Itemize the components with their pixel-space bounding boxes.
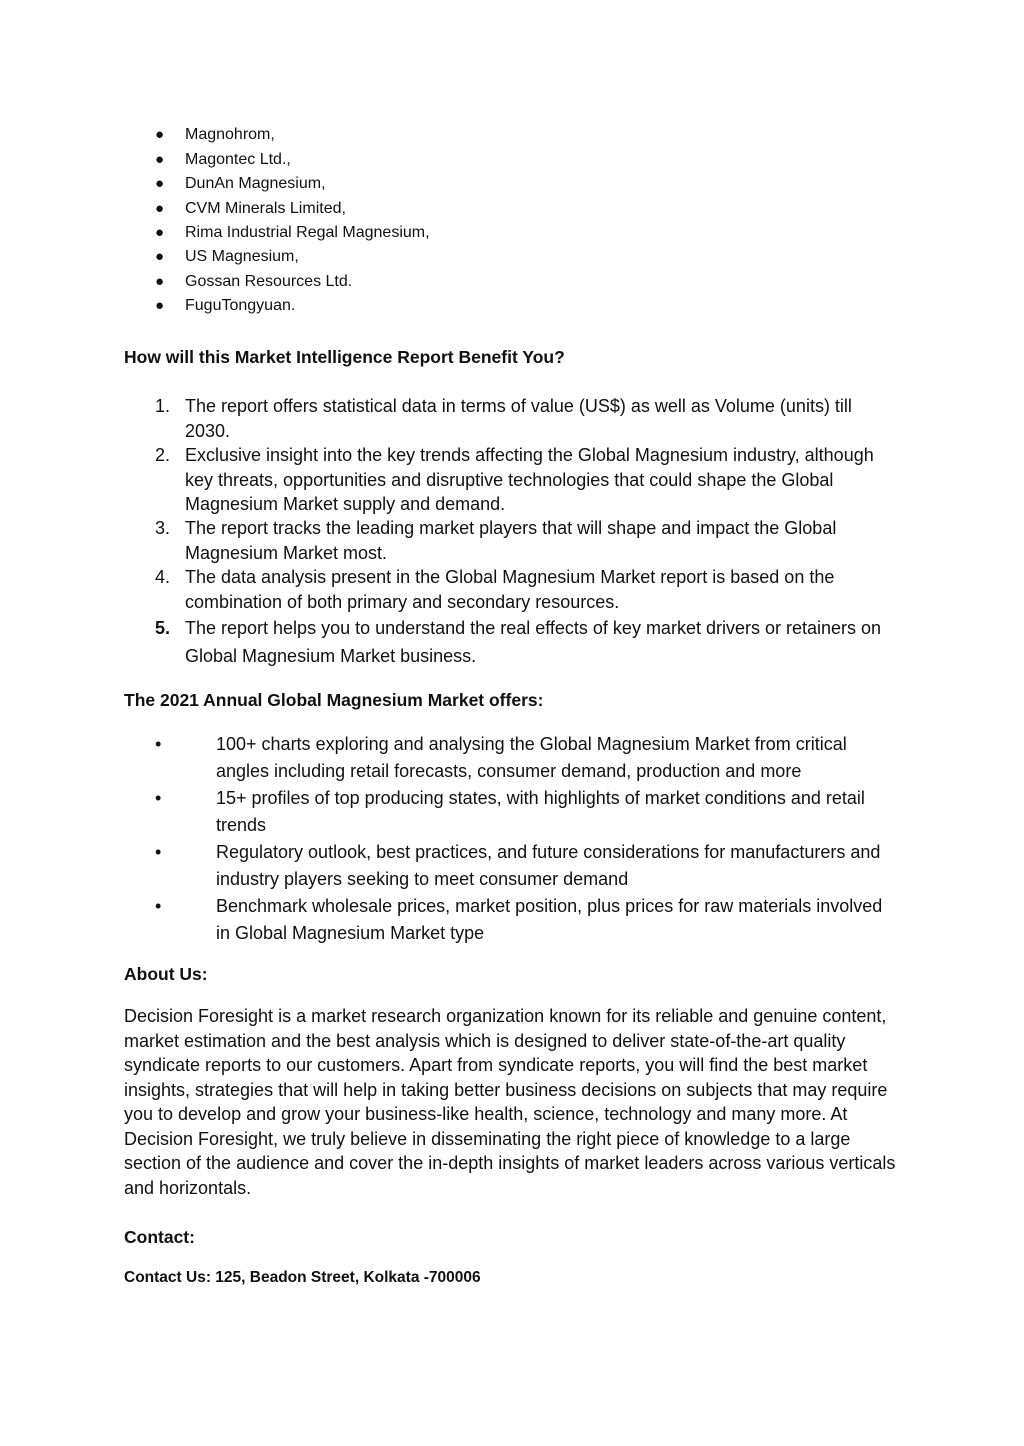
- item-number: 2.: [155, 445, 171, 465]
- item-text: Benchmark wholesale prices, market position, plus prices for raw materials involved in Global Magnesium Market type: [216, 896, 883, 943]
- item-text: The report offers statistical data in terms of value (US$) as well as Volume (units) till 2030.: [185, 396, 852, 441]
- company-name: Magontec Ltd.,: [185, 151, 291, 168]
- list-item: [155, 173, 855, 195]
- about-heading: About Us:: [124, 964, 208, 984]
- list-item: [155, 124, 855, 146]
- item-text: The report tracks the leading market players that will shape and impact the Global Magnesium Market most.: [185, 518, 837, 563]
- item-number: 1.: [155, 396, 171, 416]
- contact-heading: Contact:: [124, 1227, 195, 1247]
- bullet-icon: •: [155, 896, 162, 916]
- company-name: US Magnesium,: [185, 248, 299, 265]
- company-name: Rima Industrial Regal Magnesium,: [185, 224, 430, 241]
- list-item: [155, 295, 855, 317]
- item-number: 5.: [155, 618, 171, 638]
- bullet-icon: ●: [155, 151, 165, 168]
- contact-address: Contact Us: 125, Beadon Street, Kolkata -700006: [124, 1269, 481, 1286]
- list-item: [155, 222, 855, 244]
- list-item: [155, 149, 855, 171]
- company-name: FuguTongyuan.: [185, 297, 296, 314]
- about-paragraph: Decision Foresight is a market research organization known for its reliable and genuine content, market estimation and the best analysis which is designed to deliver state-of-the-art quality syndicate reports to our customers. Apart from syndicate reports, you will find the best market insights, strategies that will help in taking better business decisions on subjects that may require you to develop and grow your business-like health, science, technology and many more. At Decision Foresight, we truly believe in disseminating the right piece of knowledge to a large section of the audience and cover the in-depth insights of market leaders across various verticals and horizontals.: [124, 1006, 896, 1198]
- offers-heading: The 2021 Annual Global Magnesium Market offers:: [124, 690, 544, 710]
- bullet-icon: •: [155, 734, 162, 754]
- bullet-icon: ●: [155, 248, 165, 265]
- item-number: 3.: [155, 518, 171, 538]
- bullet-icon: ●: [155, 273, 165, 290]
- bullet-icon: ●: [155, 200, 165, 217]
- item-number: 4.: [155, 567, 171, 587]
- bullet-icon: •: [155, 842, 162, 862]
- company-name: Gossan Resources Ltd.: [185, 273, 353, 290]
- company-name: Magnohrom,: [185, 126, 275, 143]
- list-item: [155, 246, 855, 268]
- bullet-icon: ●: [155, 224, 165, 241]
- bullet-icon: •: [155, 788, 162, 808]
- item-text: 100+ charts exploring and analysing the Global Magnesium Market from critical angles including retail forecasts, consumer demand, production and more: [216, 734, 847, 781]
- list-item: [155, 271, 855, 293]
- bullet-icon: ●: [155, 126, 165, 143]
- company-name: CVM Minerals Limited,: [185, 200, 346, 217]
- item-text: 15+ profiles of top producing states, with highlights of market conditions and retail trends: [216, 788, 865, 835]
- item-text: Exclusive insight into the key trends affecting the Global Magnesium industry, although key threats, opportunities and disruptive technologies that could shape the Global Magnesium Market supply and demand.: [185, 445, 874, 514]
- item-text: The report helps you to understand the real effects of key market drivers or retainers on Global Magnesium Market business.: [185, 618, 882, 666]
- list-item: [155, 198, 855, 220]
- benefit-heading: How will this Market Intelligence Report Benefit You?: [124, 347, 565, 367]
- company-name: DunAn Magnesium,: [185, 175, 326, 192]
- item-text: The data analysis present in the Global Magnesium Market report is based on the combination of both primary and secondary resources.: [185, 567, 835, 612]
- bullet-icon: ●: [155, 175, 165, 192]
- item-text: Regulatory outlook, best practices, and future considerations for manufacturers and industry players seeking to meet consumer demand: [216, 842, 881, 889]
- bullet-icon: ●: [155, 297, 165, 314]
